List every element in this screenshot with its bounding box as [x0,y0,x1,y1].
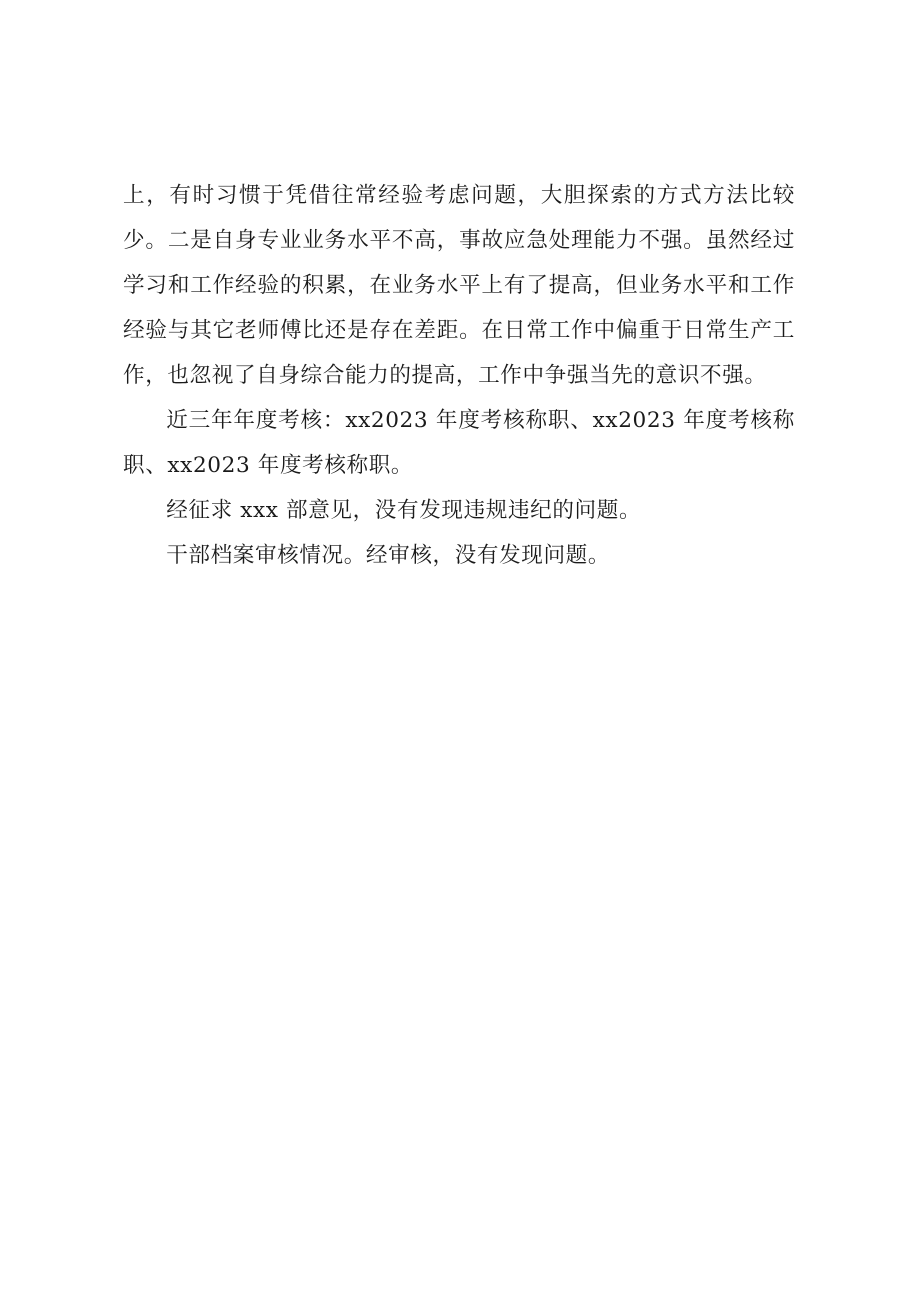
paragraph-annual-review: 近三年年度考核：xx2023 年度考核称职、xx2023 年度考核称职、xx2023 年度考核称职。 [123,408,795,478]
paragraph-self-assessment: 上，有时习惯于凭借往常经验考虑问题，大胆探索的方式方法比较少。二是自身专业业务水平不高，事故应急处理能力不强。虽然经过学习和工作经验的积累，在业务水平上有了提高，但业务水平和工作经验与其它老师傅比还是存在差距。在日常工作中偏重于日常生产工作，也忽视了自身综合能力的提高，工作中争强当先的意识不强。 [123,183,795,388]
document-body [123,173,795,578]
paragraph-file-review: 干部档案审核情况。经审核，没有发现问题。 [166,543,611,568]
paragraph-disciplinary-opinion: 经征求 xxx 部意见，没有发现违规违纪的问题。 [166,498,642,523]
